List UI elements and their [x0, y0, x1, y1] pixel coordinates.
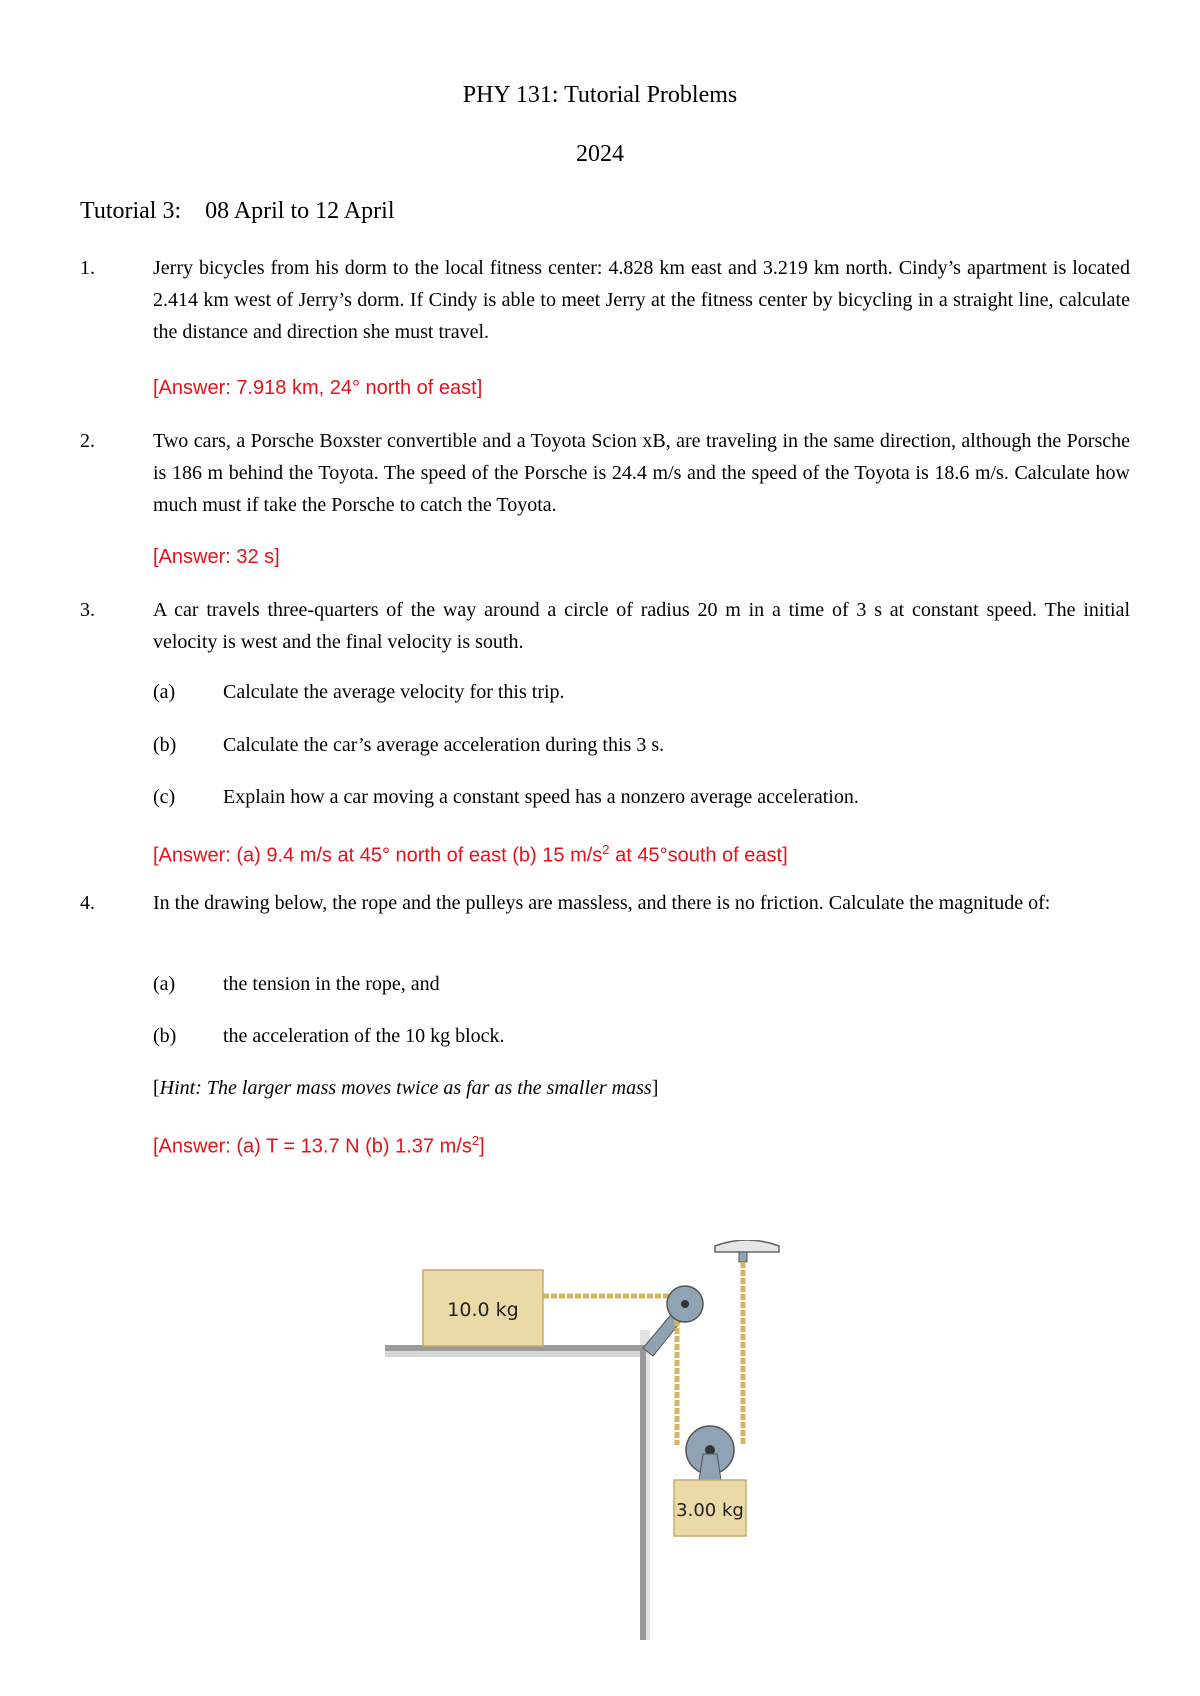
block-3kg-label: 3.00 kg [676, 1500, 744, 1521]
table-edge [385, 1348, 643, 1640]
pulley-figure [385, 1240, 825, 1640]
table-surface-shade [385, 1351, 640, 1357]
problem-1-answer: [Answer: 7.918 km, 24° north of east] [153, 377, 483, 399]
problem-text: Two cars, a Porsche Boxster convertible and a Toyota Scion xB, are traveling in the same direction, although the Porsche is 186 m behind the Toyota. The speed of the Porsche is 24.4 m/s and the speed of the Toyota is 18.6 m/s. Calculate how much must if take the Porsche to catch the Toyota. [153, 430, 1130, 516]
lower-pulley-bracket [699, 1454, 721, 1480]
tutorial-heading [80, 198, 394, 225]
document-page: PHY 131: Tutorial Problems 2024 Tutorial 3: 08 April to 12 April 1. Jerry bicycles from his dorm to the local fitness center: 4.828 km east and 3.219 km north. Cindy’s apartment is located 2.414 km west of Jerry’s dorm. If Cindy is able to meet Jerry at the fitness center by bicycling in a straight line, calculate the distance and direction she must travel. [Answer: 7.918 km, 24° north of east] 2. Two cars, a Porsche Boxster convertible and a Toyota Scion xB, are traveling in the same direction, although the Porsche is 186 m behind the Toyota. The speed of the Porsche is 24.4 m/s and the speed of the Toyota is 18.6 m/s. Calculate how much must if take the Porsche to catch the Toyota. [Answer: 32 s] 3. A car travels three-quarters of the way around a circle of radius 20 m in a time of 3 s at constant speed. The initial velocity is west and the final velocity is south. (a) Calculate the average velocity for this trip. (b) Calculate the car’s average acceleration during this 3 s. (c) Explain how a car moving a constant speed has a nonzero average acceleration. [Answer: (a) 9.4 m/s at 45° north of east (b) 15 $m/s^2$ at 45°south of east] 4. In the drawing below, the rope and the pulleys are massless, and there is no friction. Calculate the magnitude of: (a) the tension in the rope, and (b) the acceleration of the 10 kg block. [Hint: The larger mass moves twice as far as the smaller mass] [Answer: (a) T = 13.7 N (b) 1.37 $m/s^2$] 10.0 kg 3.00 kg [0, 0, 1200, 1696]
problem-number: 1. [80, 257, 95, 279]
document-title: PHY 131: Tutorial Problems [462, 82, 738, 108]
tutorial-label: Tutorial 3: [80, 198, 182, 224]
problem-4-answer: [Answer: (a) T = 13.7 N (b) 1.37 $m/s^2$] [153, 1133, 485, 1158]
ceiling-hook [739, 1252, 747, 1262]
block-10kg-label: 10.0 kg [447, 1299, 519, 1321]
problem-text: Jerry bicycles from his dorm to the local fitness center: 4.828 km east and 3.219 km north. Cindy’s apartment is located 2.414 km west of Jerry’s dorm. If Cindy is able to meet Jerry at the fitness center by bicycling in a straight line, calculate the distance and direction she must travel. [153, 257, 1130, 343]
problem-number: 2. [80, 430, 95, 452]
problem-text: A car travels three-quarters of the way around a circle of radius 20 m in a time of 3 s at constant speed. The initial velocity is west and the final velocity is south. [153, 599, 1130, 653]
document-year: 2024 [576, 141, 624, 167]
ceiling-mount [715, 1240, 779, 1252]
top-pulley-axle [681, 1300, 689, 1308]
problem-4-hint: [Hint: The larger mass moves twice as far as the smaller mass] [153, 1077, 659, 1099]
problem-number: 4. [80, 892, 95, 914]
problem-text: In the drawing below, the rope and the pulleys are massless, and there is no friction. Calculate the magnitude of: [153, 892, 1051, 914]
problem-3-answer: [Answer: (a) 9.4 m/s at 45° north of east (b) 15 $m/s^2$ at 45°south of east] [153, 842, 788, 867]
problem-number: 3. [80, 599, 95, 621]
tutorial-dates: 08 April to 12 April [205, 198, 395, 224]
problem-2-answer: [Answer: 32 s] [153, 546, 280, 568]
